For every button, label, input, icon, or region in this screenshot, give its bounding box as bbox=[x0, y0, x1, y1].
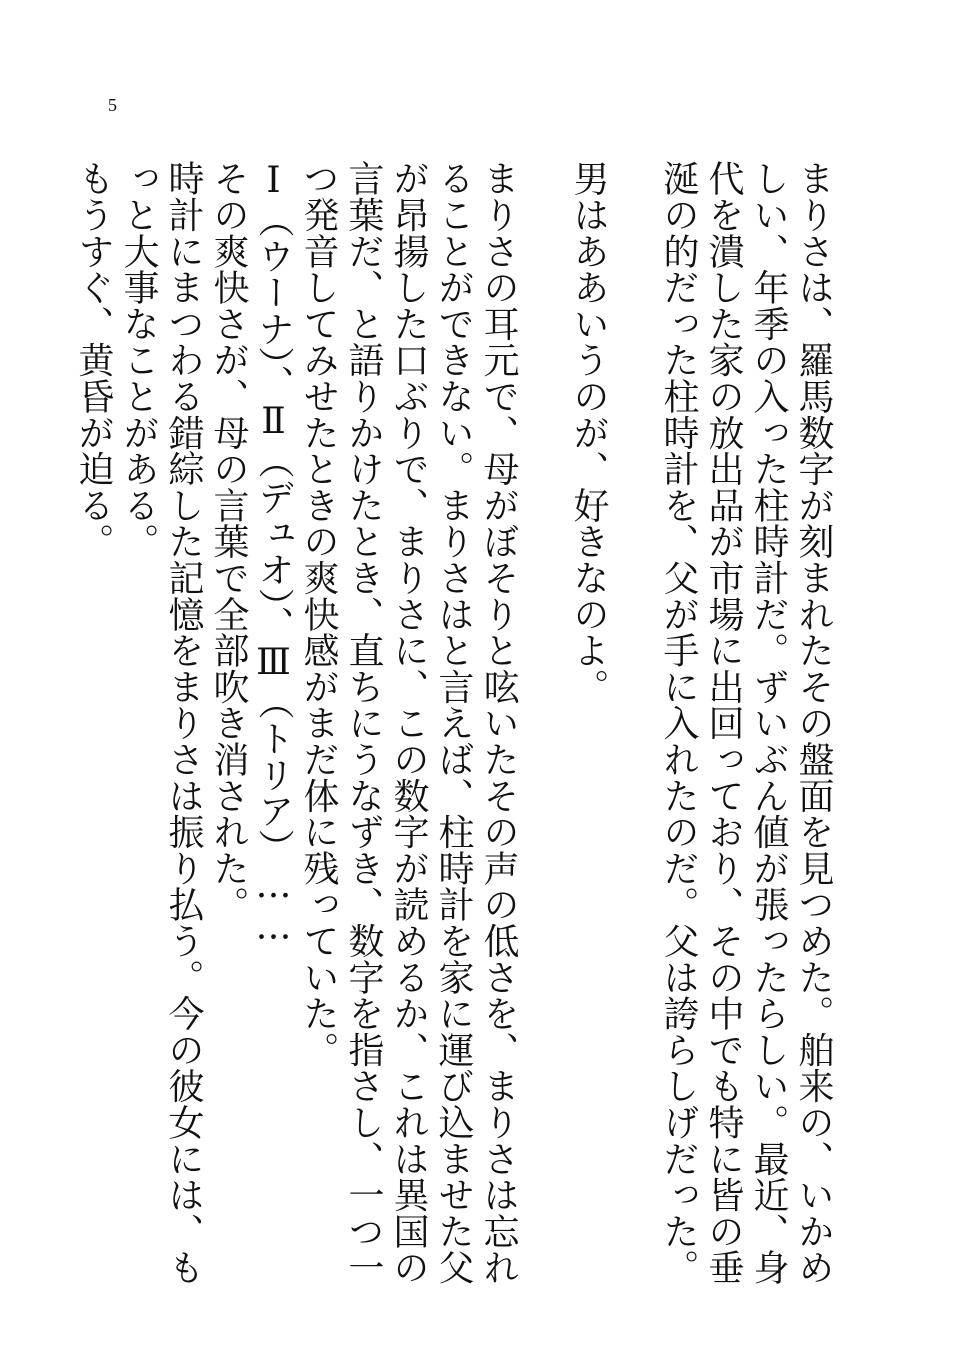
paragraph: Ⅰ（ウーナ）、Ⅱ（デュオ）、Ⅲ（トリア）…… bbox=[253, 160, 294, 948]
paragraph: まりさの耳元で、母がぼそりと呟いたその声の低さを、まりさは忘れることができない。まりさはと言えば、柱時計を家に運び込ませた父が昂揚した口ぶりで、まりさに、この数字が読めるか、これは異国の言葉だ、と語りかけたとき、直ちにうなずき、数字を指さし、一つ一つ発音してみせたときの爽快感がまだ体に残っていた。 bbox=[298, 160, 519, 1286]
paragraph: もうすぐ、黄昏が迫る。 bbox=[73, 160, 114, 560]
paragraph: 時計にまつわる錯綜した記憶をまりさは振り払う。今の彼女には、もっと大事なことがある。 bbox=[118, 160, 204, 1286]
paragraph: 男はああいうのが、好きなのよ。 bbox=[568, 160, 609, 705]
paragraph: その爽快さが、母の言葉で全部吹き消された。 bbox=[208, 160, 249, 923]
page-number: 5 bbox=[108, 95, 117, 115]
paragraph-gap bbox=[521, 160, 566, 170]
vertical-text-body bbox=[71, 160, 836, 1290]
paragraph: まりさは、羅馬数字が刻まれたその盤面を見つめた。舶来の、いかめしい、年季の入った柱時計だ。ずいぶん値が張ったらしい。最近、身代を潰した家の放出品が市場に出回っており、その中でも特に皆の垂涎の的だった柱時計を、父が手に入れたのだ。父は誇らしげだった。 bbox=[658, 160, 834, 1286]
paragraph-gap bbox=[611, 160, 656, 170]
